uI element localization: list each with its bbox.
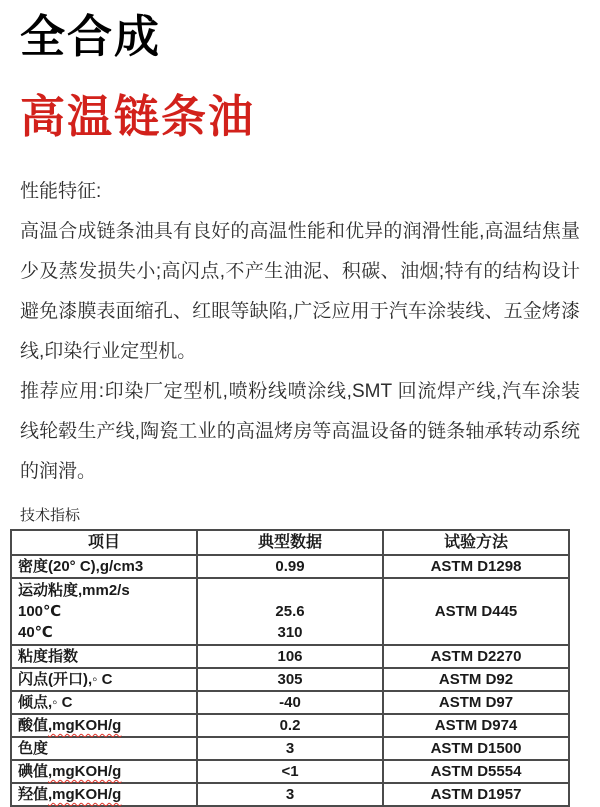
tech-specs-table [10, 529, 570, 807]
product-title-line2: 高温链条油 [20, 91, 256, 142]
table-row [11, 783, 569, 806]
table-row [11, 691, 569, 714]
item-cell: 碘值,mgKOH/g [11, 760, 197, 783]
value-cell: <1 [197, 760, 383, 783]
value-cell: 0.2 [197, 714, 383, 737]
item-cell: 色度 [11, 737, 197, 760]
method-cell: ASTM D92 [383, 668, 569, 691]
features-paragraph: 高温合成链条油具有良好的高温性能和优异的润滑性能,高温结焦量少及蒸发损失小;高闪点,不产生油泥、积碳、油烟;特有的结构设计避免漆膜表面缩孔、红眼等缺陷,广泛应用于汽车涂装线、五金烤漆线,印染行业定型机。 [20, 221, 580, 362]
item-cell: 粘度指数 [11, 645, 197, 668]
item-cell: 密度(20° C),g/cm3 [11, 555, 197, 578]
value-cell: 106 [197, 645, 383, 668]
item-cell: 倾点,◦ C [11, 691, 197, 714]
method-cell: ASTM D445 [383, 578, 569, 645]
table-header-row [11, 530, 569, 555]
table-row [11, 737, 569, 760]
spellcheck-underlined-text: ,mgKOH/g [48, 786, 122, 803]
method-cell: ASTM D1500 [383, 737, 569, 760]
value-cell: -40 [197, 691, 383, 714]
product-title-line1: 全合成 [20, 11, 162, 62]
item-cell: 羟值,mgKOH/g [11, 783, 197, 806]
value-cell: 3 [197, 737, 383, 760]
method-cell: ASTM D974 [383, 714, 569, 737]
header-test-method: 试验方法 [383, 530, 569, 555]
item-cell: 闪点(开口),◦ C [11, 668, 197, 691]
tech-specs-heading: 技术指标 [20, 507, 81, 524]
table-row [11, 645, 569, 668]
item-cell: 运动粘度,mm2/s 100℃ 40℃ [11, 578, 197, 645]
method-cell: ASTM D1298 [383, 555, 569, 578]
item-cell: 酸值,mgKOH/g [11, 714, 197, 737]
header-typical-data: 典型数据 [197, 530, 383, 555]
value-cell: 305 [197, 668, 383, 691]
table-row [11, 555, 569, 578]
method-cell: ASTM D5554 [383, 760, 569, 783]
value-cell: 3 [197, 783, 383, 806]
method-cell: ASTM D2270 [383, 645, 569, 668]
table-row [11, 760, 569, 783]
value-cell: 25.6 310 [197, 578, 383, 645]
applications-paragraph: 推荐应用:印染厂定型机,喷粉线喷涂线,SMT 回流焊产线,汽车涂装线轮毂生产线,陶瓷工业的高温烤房等高温设备的链条轴承转动系统的润滑。 [20, 381, 580, 482]
spellcheck-underlined-text: ,mgKOH/g [48, 717, 122, 734]
features-heading: 性能特征: [20, 181, 102, 202]
table-row [11, 578, 569, 645]
table-row [11, 714, 569, 737]
method-cell: ASTM D97 [383, 691, 569, 714]
spellcheck-underlined-text: ,mgKOH/g [48, 763, 122, 780]
value-cell: 0.99 [197, 555, 383, 578]
method-cell: ASTM D1957 [383, 783, 569, 806]
table-row [11, 668, 569, 691]
header-item: 项目 [11, 530, 197, 555]
